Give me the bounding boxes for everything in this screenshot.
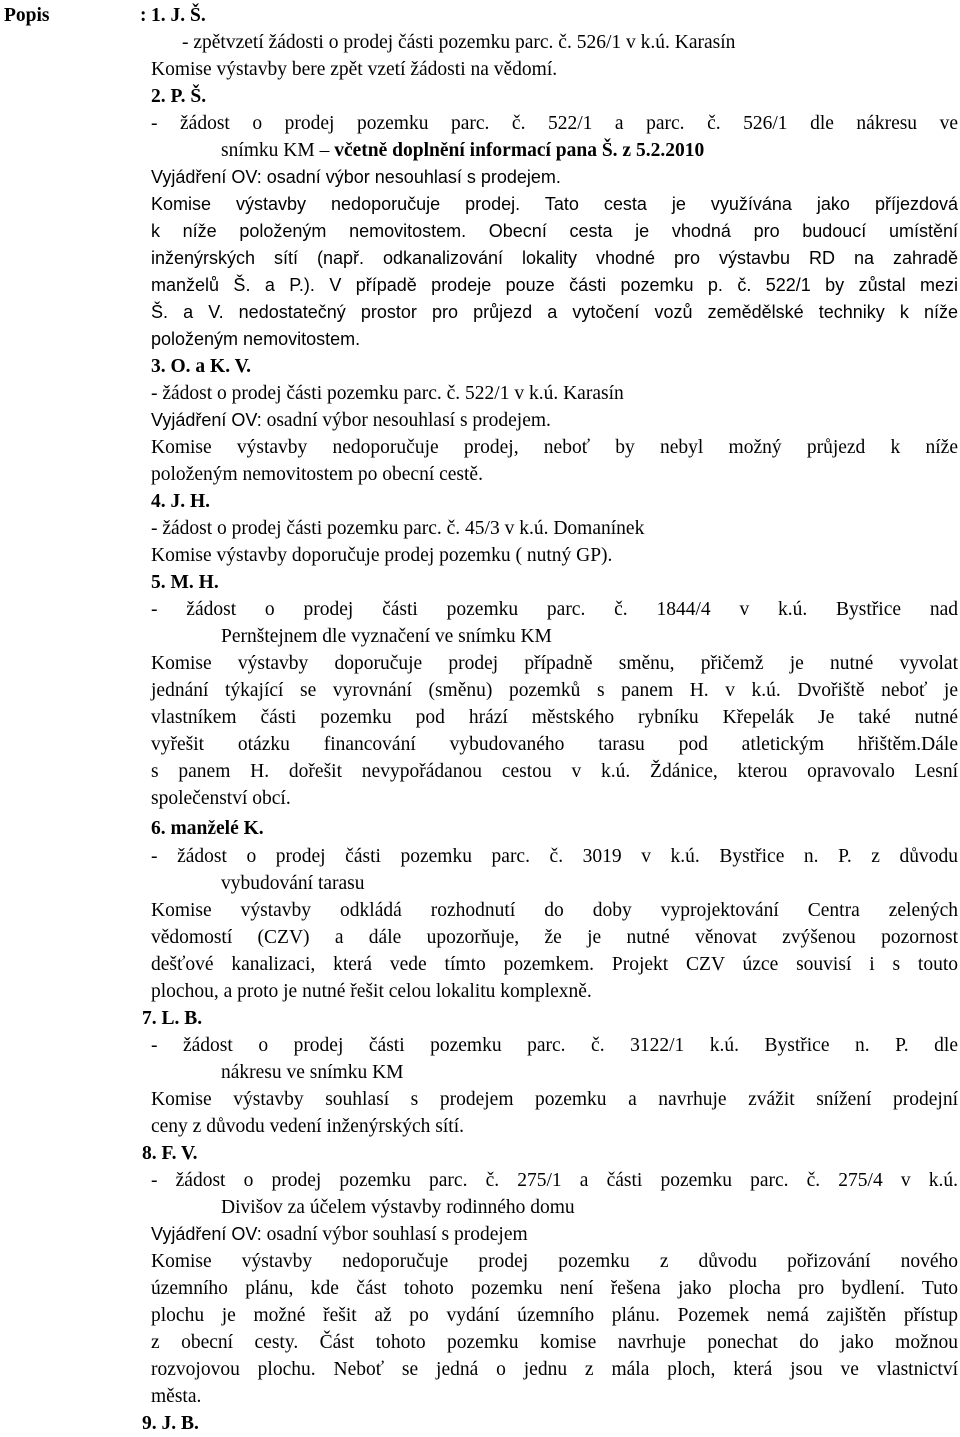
text-line: dešťové kanalizaci, která vede tímto pozemkem. Projekt CZV úzce souvisí i s touto	[151, 954, 958, 975]
text-line: - žádost o prodej pozemku parc. č. 522/1 a parc. č. 526/1 dle nákresu ve	[151, 113, 958, 134]
text-line: územního plánu, kde část tohoto pozemku není řešena jako plocha pro bydlení. Tuto	[151, 1278, 958, 1299]
text-line: inženýrských sítí (např. odkanalizování lokality vhodné pro výstavbu RD na zahradě	[151, 248, 958, 268]
section-heading: 6. manželé K.	[151, 818, 264, 839]
text-line: položeným nemovitostem.	[151, 329, 361, 349]
text-line: Komise výstavby nedoporučuje prodej, neboť by nebyl možný průjezd k níže	[151, 437, 958, 458]
text-line: Komise výstavby bere zpět vzetí žádosti na vědomí.	[151, 59, 558, 80]
text-line: s panem H. dořešit nevypořádanou cestou v k.ú. Ždánice, kterou opravovalo Lesní	[151, 761, 958, 782]
text-line: položeným nemovitostem po obecní cestě.	[151, 464, 483, 485]
description-colon: :	[140, 5, 147, 26]
text-line: - žádost o prodej části pozemku parc. č. 3122/1 k.ú. Bystřice n. P. dle	[151, 1035, 958, 1056]
text-line: - žádost o prodej části pozemku parc. č. 3019 v k.ú. Bystřice n. P. z důvodu	[151, 846, 958, 867]
text-line: Komise výstavby odkládá rozhodnutí do doby vyprojektování Centra zelených	[151, 900, 958, 921]
section-heading: 9. J. B.	[142, 1413, 199, 1434]
text-line	[151, 164, 958, 191]
line-part: Vyjádření OV:	[151, 1224, 262, 1244]
text-line: nákresu ve snímku KM	[221, 1062, 404, 1083]
text-line: plochu je možné řešit až po vydání územního plánu. Pozemek nemá zajištěn přístup	[151, 1305, 958, 1326]
text-line: Š. a V. nedostatečný prostor pro průjezd a vytočení vozů zemědělské techniky k níže	[151, 302, 958, 322]
text-line: k níže položeným nemovitostem. Obecní cesta je vhodná pro budoucí umístění	[151, 221, 958, 241]
section-heading: 8. F. V.	[142, 1143, 198, 1164]
text-line: společenství obcí.	[151, 788, 291, 809]
text-line: Komise výstavby nedoporučuje prodej. Tato cesta je využívána jako příjezdová	[151, 194, 958, 214]
text-line: Divišov za účelem výstavby rodinného domu	[221, 1197, 575, 1218]
text-line: města.	[151, 1386, 202, 1407]
text-line: vlastníkem části pozemku pod hrází městského rybníku Křepelák Je také nutné	[151, 707, 958, 728]
line-part: Vyjádření OV:	[151, 410, 262, 430]
line-part: snímku KM –	[221, 140, 335, 161]
line-part: osadní výbor souhlasí s prodejem	[261, 1224, 528, 1245]
text-line	[221, 137, 958, 164]
text-line: vědomostí (CZV) a dále upozorňuje, že je nutné věnovat zvýšenou pozornost	[151, 927, 958, 948]
section-heading: 4. J. H.	[151, 491, 211, 512]
text-line: manželů Š. a P.). V případě prodeje pouze části pozemku p. č. 522/1 by zůstal mezi	[151, 275, 958, 295]
line-part: včetně doplnění informací pana Š. z 5.2.2010	[334, 140, 705, 161]
text-line: - zpětvzetí žádosti o prodej části pozemku parc. č. 526/1 v k.ú. Karasín	[182, 32, 736, 53]
line-part: Vyjádření OV:	[151, 167, 262, 187]
description-label: Popis	[4, 5, 50, 26]
line-part: osadní výbor nesouhlasí s prodejem.	[261, 167, 561, 187]
text-line: Komise výstavby doporučuje prodej pozemku ( nutný GP).	[151, 545, 613, 566]
section-heading: 7. L. B.	[142, 1008, 203, 1029]
text-line: - žádost o prodej části pozemku parc. č. 522/1 v k.ú. Karasín	[151, 383, 624, 404]
section-heading: 2. P. Š.	[151, 86, 207, 107]
text-line: ceny z důvodu vedení inženýrských sítí.	[151, 1116, 464, 1137]
text-line	[151, 1221, 958, 1248]
text-line: Pernštejnem dle vyznačení ve snímku KM	[221, 626, 552, 647]
text-line: - žádost o prodej pozemku parc. č. 275/1 a části pozemku parc. č. 275/4 v k.ú.	[151, 1170, 958, 1191]
text-line: - žádost o prodej části pozemku parc. č. 45/3 v k.ú. Domanínek	[151, 518, 645, 539]
text-line: vyřešit otázku financování vybudovaného tarasu pod atletickým hřištěm.Dále	[151, 734, 958, 755]
section-heading: 3. O. a K. V.	[151, 356, 252, 377]
text-line: Komise výstavby souhlasí s prodejem pozemku a navrhuje zvážit snížení prodejní	[151, 1089, 958, 1110]
text-line: vybudování tarasu	[221, 873, 365, 894]
text-line: Komise výstavby nedoporučuje prodej pozemku z důvodu pořizování nového	[151, 1251, 958, 1272]
text-line: - žádost o prodej části pozemku parc. č. 1844/4 v k.ú. Bystřice nad	[151, 599, 958, 620]
text-line: rozvojovou plochu. Neboť se jedná o jednu z mála ploch, která jsou ve vlastnictví	[151, 1359, 958, 1380]
text-line: z obecní cesty. Část tohoto pozemku komise navrhuje ponechat do jako možnou	[151, 1332, 958, 1353]
section-heading: 1. J. Š.	[151, 5, 206, 26]
text-line	[151, 407, 958, 434]
text-line: Komise výstavby doporučuje prodej případně směnu, přičemž je nutné vyvolat	[151, 653, 958, 674]
text-line: plochou, a proto je nutné řešit celou lokalitu komplexně.	[151, 981, 592, 1002]
section-heading: 5. M. H.	[151, 572, 219, 593]
text-line: jednání týkající se vyrovnání (směnu) pozemků s panem H. v k.ú. Dvořiště neboť je	[151, 680, 958, 701]
line-part: osadní výbor nesouhlasí s prodejem.	[261, 410, 551, 431]
